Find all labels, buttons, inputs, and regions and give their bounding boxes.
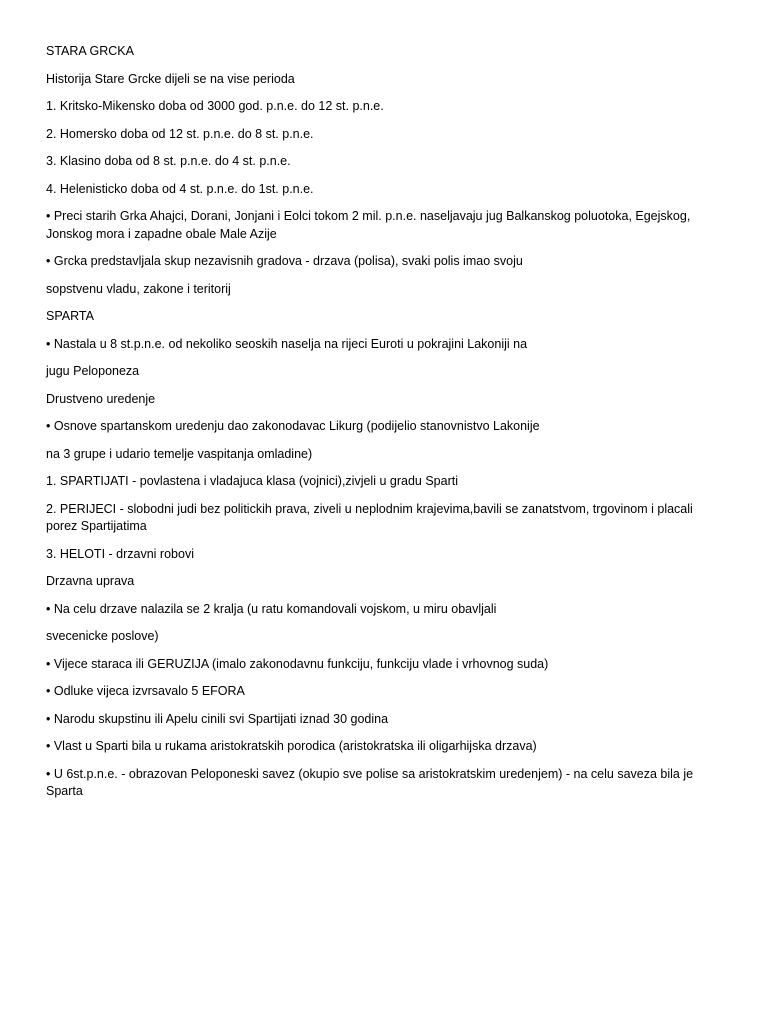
- subsection-heading: Drzavna uprava: [46, 574, 135, 588]
- paragraph: • Preci starih Grka Ahajci, Dorani, Jonjani i Eolci tokom 2 mil. p.n.e. naseljavaju jug Balkanskog poluotoka, Egejskog, Jonskog mora i zapadne obale Male Azije: [46, 209, 691, 241]
- subsection-heading: Drustveno uredenje: [46, 391, 156, 406]
- paragraph: 4. Helenisticko doba od 4 st. p.n.e. do 1st. p.n.e.: [46, 181, 314, 196]
- document-title: STARA GRCKA: [46, 44, 134, 58]
- paragraph: 2. Homersko doba od 12 st. p.n.e. do 8 st. p.n.e.: [46, 126, 314, 141]
- paragraph: na 3 grupe i udario temelje vaspitanja omladine): [46, 446, 313, 461]
- document-body: [46, 43, 716, 811]
- paragraph: • Vijece staraca ili GERUZIJA (imalo zakonodavnu funkciju, funkciju vlade i vrhovnog suda): [46, 656, 549, 671]
- paragraph: • U 6st.p.n.e. - obrazovan Peloponeski savez (okupio sve polise sa aristokratskim uredenjem) - na celu saveza bila je Sparta: [46, 766, 694, 798]
- paragraph: 3. Klasino doba od 8 st. p.n.e. do 4 st. p.n.e.: [46, 154, 291, 168]
- paragraph: 1. Kritsko-Mikensko doba od 3000 god. p.n.e. do 12 st. p.n.e.: [46, 99, 384, 113]
- paragraph: • Nastala u 8 st.p.n.e. od nekoliko seoskih naselja na rijeci Euroti u pokrajini Lakoniji na: [46, 336, 528, 351]
- paragraph: • Na celu drzave nalazila se 2 kralja (u ratu komandovali vojskom, u miru obavljali: [46, 601, 497, 616]
- paragraph: jugu Peloponeza: [46, 364, 140, 378]
- paragraph: • Narodu skupstinu ili Apelu cinili svi Spartijati iznad 30 godina: [46, 711, 389, 726]
- section-heading: SPARTA: [46, 309, 94, 323]
- paragraph: 3. HELOTI - drzavni robovi: [46, 546, 194, 561]
- paragraph: Historija Stare Grcke dijeli se na vise perioda: [46, 71, 295, 86]
- paragraph: • Odluke vijeca izvrsavalo 5 EFORA: [46, 684, 245, 698]
- paragraph: 1. SPARTIJATI - povlastena i vladajuca klasa (vojnici),zivjeli u gradu Sparti: [46, 474, 458, 488]
- paragraph: sopstvenu vladu, zakone i teritorij: [46, 281, 231, 296]
- paragraph: • Osnove spartanskom uredenju dao zakonodavac Likurg (podijelio stanovnistvo Lakonije: [46, 419, 540, 433]
- paragraph: 2. PERIJECI - slobodni judi bez politickih prava, ziveli u neplodnim krajevima,bavili se zanatstvom, trgovinom i placali porez Spartijatima: [46, 501, 693, 533]
- paragraph: • Grcka predstavljala skup nezavisnih gradova - drzava (polisa), svaki polis imao svoju: [46, 254, 523, 268]
- paragraph: • Vlast u Sparti bila u rukama aristokratskih porodica (aristokratska ili oligarhijska drzava): [46, 739, 537, 753]
- paragraph: svecenicke poslove): [46, 629, 159, 643]
